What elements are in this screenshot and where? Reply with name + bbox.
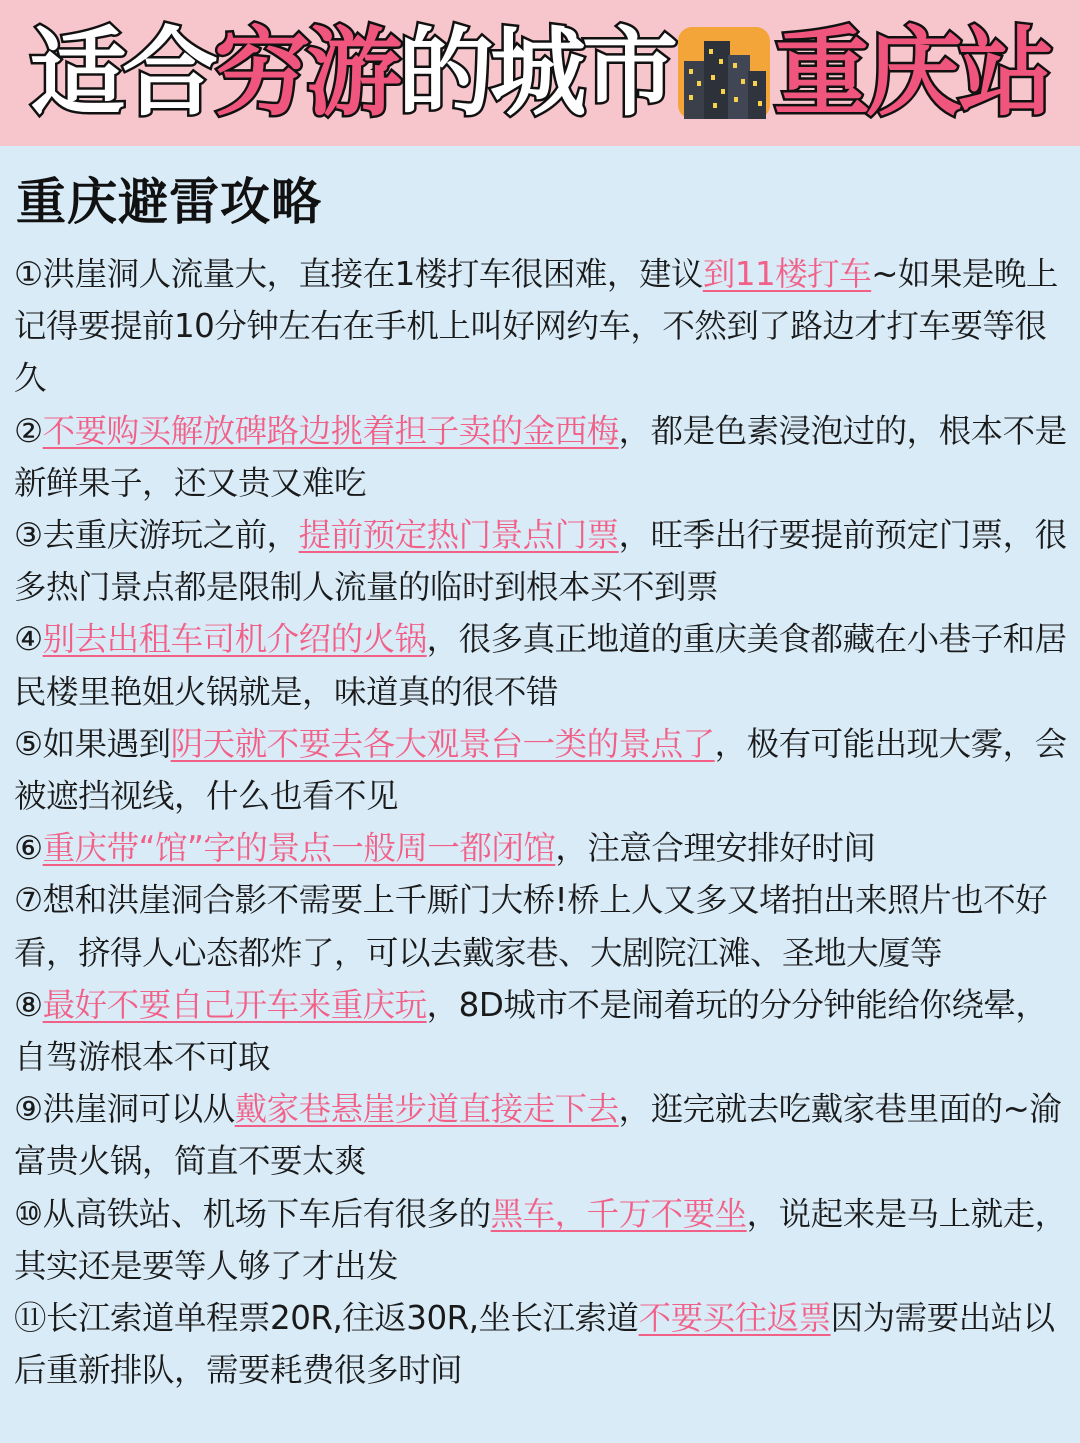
tip-item bbox=[14, 1083, 1070, 1187]
tip-text: 洪崖洞人流量大，直接在1楼打车很困难，建议 bbox=[42, 255, 703, 293]
tip-number: ① bbox=[14, 255, 43, 293]
tip-highlight: 戴家巷悬崖步道直接走下去 bbox=[234, 1090, 619, 1129]
tip-highlight: 不要买往返票 bbox=[638, 1299, 831, 1338]
tip-highlight: 别去出租车司机介绍的火锅 bbox=[42, 620, 427, 659]
tip-number: ⑦ bbox=[14, 881, 43, 920]
title-part-2: 穷游 bbox=[214, 17, 398, 129]
tip-number: ⑤ bbox=[14, 724, 43, 763]
tip-highlight: 到11楼打车 bbox=[702, 255, 872, 293]
title-part-3: 的城市 bbox=[398, 17, 674, 129]
tip-item bbox=[14, 1188, 1070, 1292]
tip-item bbox=[14, 613, 1070, 717]
tips-content bbox=[0, 146, 1080, 1443]
tip-item bbox=[14, 509, 1070, 613]
tip-text: 长江索道单程票20R,往返30R,坐长江索道 bbox=[46, 1299, 639, 1338]
tip-number: ⑪ bbox=[14, 1299, 47, 1338]
tip-highlight: 不要购买解放碑路边挑着担子卖的金西梅 bbox=[42, 411, 619, 450]
tip-item bbox=[14, 248, 1070, 405]
tip-number: ⑨ bbox=[14, 1090, 43, 1129]
title-part-4: 重庆站 bbox=[774, 17, 1050, 129]
title-part-1: 适合 bbox=[30, 17, 214, 129]
tip-highlight: 阴天就不要去各大观景台一类的景点了 bbox=[170, 724, 715, 763]
tip-text: ，8D城市不是闹着玩的分分钟能给你绕晕，自驾游根本不可取 bbox=[14, 985, 1048, 1077]
tip-text: 想和洪崖洞合影不需要上千厮门大桥!桥上人又多又堵拍出来照片也不好看，挤得人心态都炸了，可以去戴家巷、大剧院江滩、圣地大厦等 bbox=[14, 881, 1048, 972]
tip-number: ⑧ bbox=[14, 985, 43, 1024]
tip-number: ③ bbox=[14, 516, 43, 555]
section-title: 重庆避雷攻略 bbox=[16, 173, 322, 231]
title-banner bbox=[0, 0, 1080, 146]
tip-number: ② bbox=[14, 411, 43, 450]
tips-list bbox=[14, 248, 1070, 1396]
tip-text: ，注意合理安排好时间 bbox=[555, 829, 876, 868]
tip-text: 从高铁站、机场下车后有很多的 bbox=[42, 1194, 491, 1233]
banner-title bbox=[30, 18, 1050, 128]
tip-highlight: 最好不要自己开车来重庆玩 bbox=[42, 985, 427, 1024]
tip-highlight: 黑车，千万不要坐 bbox=[490, 1194, 747, 1233]
tip-item bbox=[14, 822, 1070, 874]
tip-item bbox=[14, 405, 1070, 509]
tip-number: ⑥ bbox=[14, 829, 43, 868]
tip-text: ，很多真正地道的重庆美食都藏在小巷子和居民楼里艳姐火锅就是，味道真的很不错 bbox=[14, 620, 1067, 711]
tip-text: ，逛完就去吃戴家巷里面的~渝富贵火锅，简直不要太爽 bbox=[14, 1090, 1062, 1181]
night-city-icon bbox=[678, 27, 770, 119]
tip-item bbox=[14, 874, 1070, 978]
tip-text: ~如果是晚上记得要提前10分钟左右在手机上叫好网约车，不然到了路边才打车要等很久 bbox=[14, 255, 1058, 398]
tip-item bbox=[14, 979, 1070, 1083]
tip-item bbox=[14, 718, 1070, 822]
tip-text: ，极有可能出现大雾，会被遮挡视线，什么也看不见 bbox=[14, 724, 1067, 816]
tip-number: ⑩ bbox=[14, 1194, 43, 1233]
tip-text: ，都是色素浸泡过的，根本不是新鲜果子，还又贵又难吃 bbox=[14, 411, 1067, 502]
tip-text: 去重庆游玩之前， bbox=[42, 516, 299, 555]
tip-highlight: 提前预定热门景点门票 bbox=[298, 516, 619, 555]
tip-text: ，说起来是马上就走，其实还是要等人够了才出发 bbox=[14, 1194, 1067, 1285]
tip-number: ④ bbox=[14, 620, 43, 659]
tip-text: ，旺季出行要提前预定门票，很多热门景点都是限制人流量的临时到根本买不到票 bbox=[14, 516, 1067, 607]
tip-text: 因为需要出站以后重新排队，需要耗费很多时间 bbox=[14, 1299, 1055, 1390]
tip-text: 洪崖洞可以从 bbox=[42, 1090, 235, 1129]
tip-text: 如果遇到 bbox=[42, 724, 171, 763]
tip-highlight: 重庆带“馆”字的景点一般周一都闭馆 bbox=[42, 829, 556, 868]
tip-item bbox=[14, 1292, 1070, 1396]
